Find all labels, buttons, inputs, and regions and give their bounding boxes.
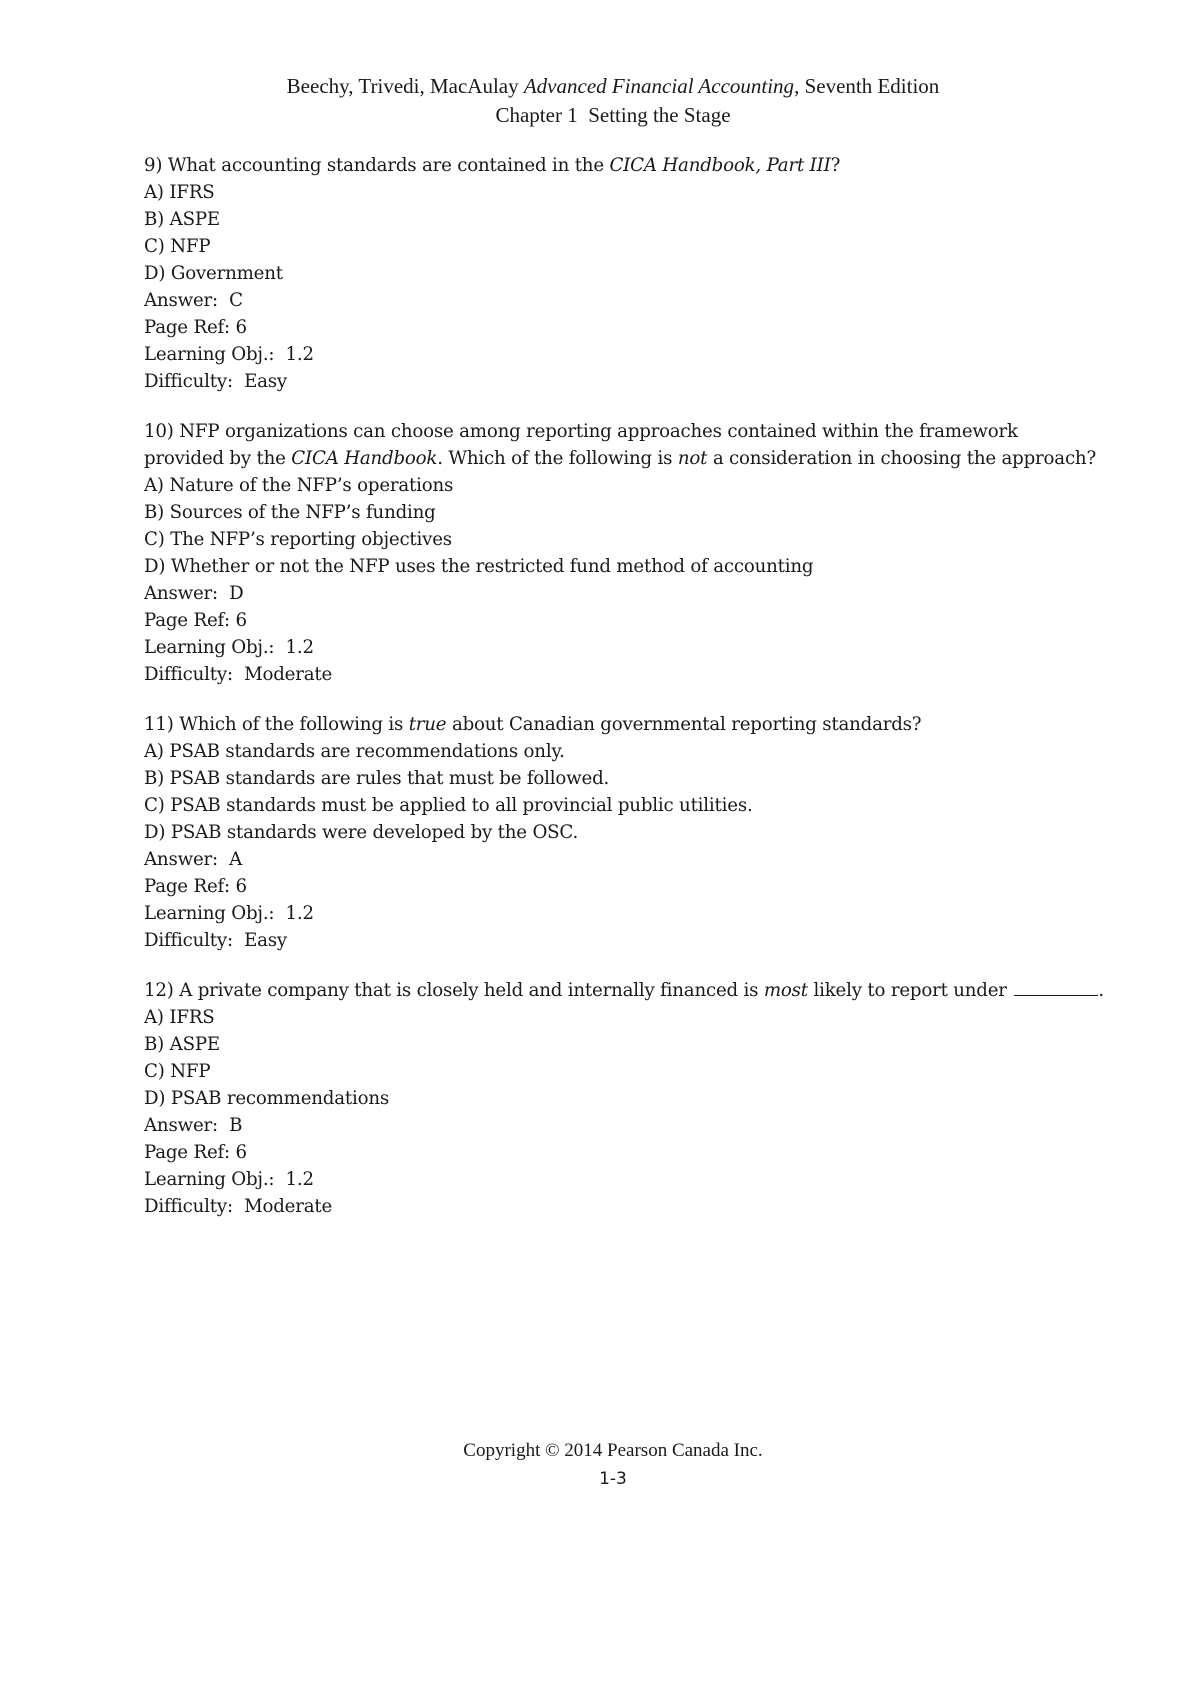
question-9-option-c: C) NFP: [144, 236, 211, 257]
question-11-page-ref: Page Ref: 6: [144, 876, 247, 897]
header-book-title: Advanced Financial Accounting: [523, 74, 795, 98]
question-9: [144, 152, 1084, 395]
question-11-option-c: C) PSAB standards must be applied to all provincial public utilities.: [144, 795, 753, 816]
running-header: [0, 72, 1191, 130]
question-12-answer: Answer: B: [144, 1115, 243, 1136]
question-11-learning-obj: Learning Obj.: 1.2: [144, 903, 314, 924]
header-edition: , Seventh Edition: [794, 74, 940, 98]
question-11: [144, 711, 1084, 954]
question-10-stem-line-1: 10) NFP organizations can choose among reporting approaches contained within the framework: [144, 421, 1018, 442]
header-chapter: Chapter 1 Setting the Stage: [495, 103, 731, 127]
question-11-difficulty: Difficulty: Easy: [144, 930, 287, 951]
question-9-option-a: A) IFRS: [144, 182, 215, 203]
question-10-option-d: D) Whether or not the NFP uses the restricted fund method of accounting: [144, 556, 814, 577]
question-10-answer: Answer: D: [144, 583, 244, 604]
question-12-page-ref: Page Ref: 6: [144, 1142, 247, 1163]
question-12-option-b: B) ASPE: [144, 1034, 220, 1055]
question-12-stem: 12) A private company that is closely held and internally financed is most likely to report under .: [144, 980, 1104, 1001]
header-authors: Beechy, Trivedi, MacAulay: [286, 74, 519, 98]
question-10-stem-line-2: provided by the CICA Handbook. Which of the following is not a consideration in choosing the approach?: [144, 448, 1097, 469]
question-12-difficulty: Difficulty: Moderate: [144, 1196, 333, 1217]
page-number: 1-3: [599, 1469, 627, 1489]
question-12-option-d: D) PSAB recommendations: [144, 1088, 390, 1109]
question-list: [144, 152, 1104, 1243]
question-11-answer: Answer: A: [144, 849, 243, 870]
question-9-page-ref: Page Ref: 6: [144, 317, 247, 338]
question-11-option-d: D) PSAB standards were developed by the OSC.: [144, 822, 579, 843]
question-11-stem: 11) Which of the following is true about Canadian governmental reporting standards?: [144, 714, 922, 735]
question-10-learning-obj: Learning Obj.: 1.2: [144, 637, 314, 658]
answer-blank: [1014, 994, 1098, 996]
question-12: [144, 977, 1104, 1220]
question-10: [144, 418, 1097, 688]
question-10-option-c: C) The NFP’s reporting objectives: [144, 529, 452, 550]
question-12-option-a: A) IFRS: [144, 1007, 215, 1028]
question-10-difficulty: Difficulty: Moderate: [144, 664, 333, 685]
question-9-difficulty: Difficulty: Easy: [144, 371, 287, 392]
question-10-page-ref: Page Ref: 6: [144, 610, 247, 631]
page-footer: [0, 1436, 1191, 1494]
copyright-notice: Copyright © 2014 Pearson Canada Inc.: [463, 1440, 763, 1461]
question-9-option-d: D) Government: [144, 263, 283, 284]
question-12-learning-obj: Learning Obj.: 1.2: [144, 1169, 314, 1190]
question-9-stem: 9) What accounting standards are contained in the CICA Handbook, Part III?: [144, 155, 841, 176]
question-9-learning-obj: Learning Obj.: 1.2: [144, 344, 314, 365]
question-9-answer: Answer: C: [144, 290, 243, 311]
question-12-option-c: C) NFP: [144, 1061, 211, 1082]
question-11-option-b: B) PSAB standards are rules that must be followed.: [144, 768, 610, 789]
question-10-option-b: B) Sources of the NFP’s funding: [144, 502, 436, 523]
header-book-line: [0, 72, 1191, 101]
question-9-option-b: B) ASPE: [144, 209, 220, 230]
question-11-option-a: A) PSAB standards are recommendations only.: [144, 741, 565, 762]
question-10-option-a: A) Nature of the NFP’s operations: [144, 475, 454, 496]
